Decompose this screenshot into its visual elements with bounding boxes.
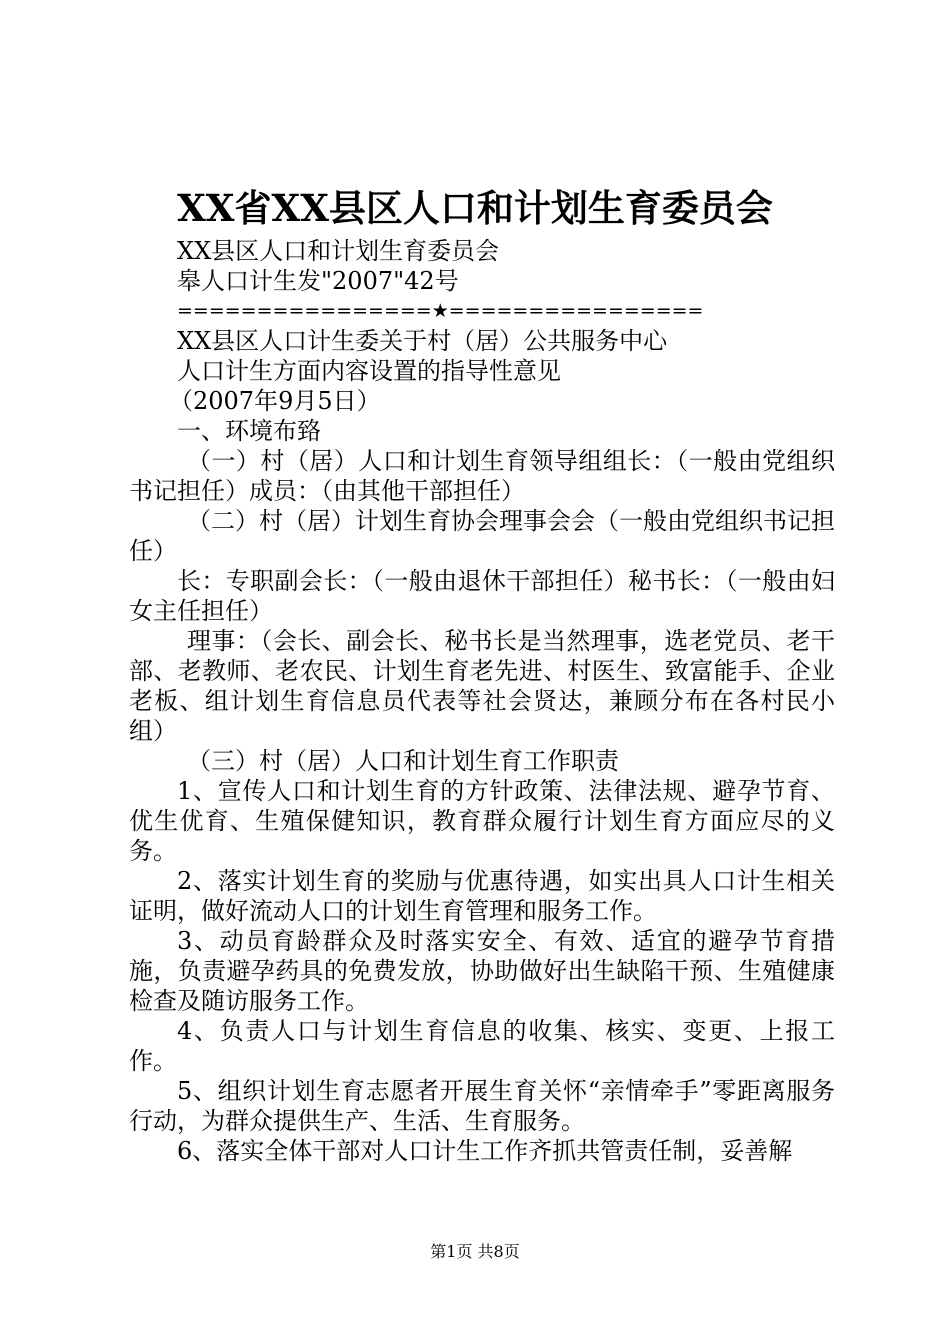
paragraph: 6、落实全体干部对人口计生工作齐抓共管责任制，妥善解 [177,1137,793,1165]
paragraph: （三）村（居）人口和计划生育工作职责 [187,747,619,775]
paragraph: （一）村（居）人口和计划生育领导组组长：（一般由党组织书记担任）成员：（由其他干部担任） [129,447,835,505]
paragraph: （二）村（居）计划生育协会理事会会（一般由党组织书记担任） [129,507,835,565]
paragraph: 5、组织计划生育志愿者开展生育关怀“亲情牵手”零距离服务行动，为群众提供生产、生活、生育服务。 [129,1077,835,1135]
paragraph: 2、落实计划生育的奖励与优惠待遇，如实出具人口计生相关证明，做好流动人口的计划生育管理和服务工作。 [129,867,835,925]
document-body [129,236,835,1166]
paragraph: 长：专职副会长：（一般由退休干部担任）秘书长：（一般由妇女主任担任） [129,567,835,625]
subject-line-1: XX县区人口计生委关于村（居）公共服务中心 [177,327,668,355]
paragraph: 4、负责人口与计划生育信息的收集、核实、变更、上报工作。 [129,1017,835,1075]
document-number: 皋人口计生发"2007"42号 [177,267,459,295]
section-heading: 一、环境布臵 [177,417,321,445]
subject-line-2: 人口计生方面内容设置的指导性意见 [177,357,561,385]
page-footer: 第1页 共8页 [430,1242,520,1261]
document-title: XX省XX县区人口和计划生育委员会 [177,186,773,230]
separator-line: ================★================ [177,300,704,322]
paragraph: 3、动员育龄群众及时落实安全、有效、适宜的避孕节育措施，负责避孕药具的免费发放，协助做好出生缺陷干预、生殖健康检查及随访服务工作。 [129,927,835,1015]
issuing-organization: XX县区人口和计划生育委员会 [177,237,500,265]
document-date: （2007年9月5日） [169,387,381,415]
paragraph: 理事：（会长、副会长、秘书长是当然理事，选老党员、老干部、老教师、老农民、计划生育老先进、村医生、致富能手、企业老板、组计划生育信息员代表等社会贤达，兼顾分布在各村民小组） [129,627,835,745]
paragraph: 1、宣传人口和计划生育的方针政策、法律法规、避孕节育、优生优育、生殖保健知识，教育群众履行计划生育方面应尽的义务。 [129,777,835,865]
